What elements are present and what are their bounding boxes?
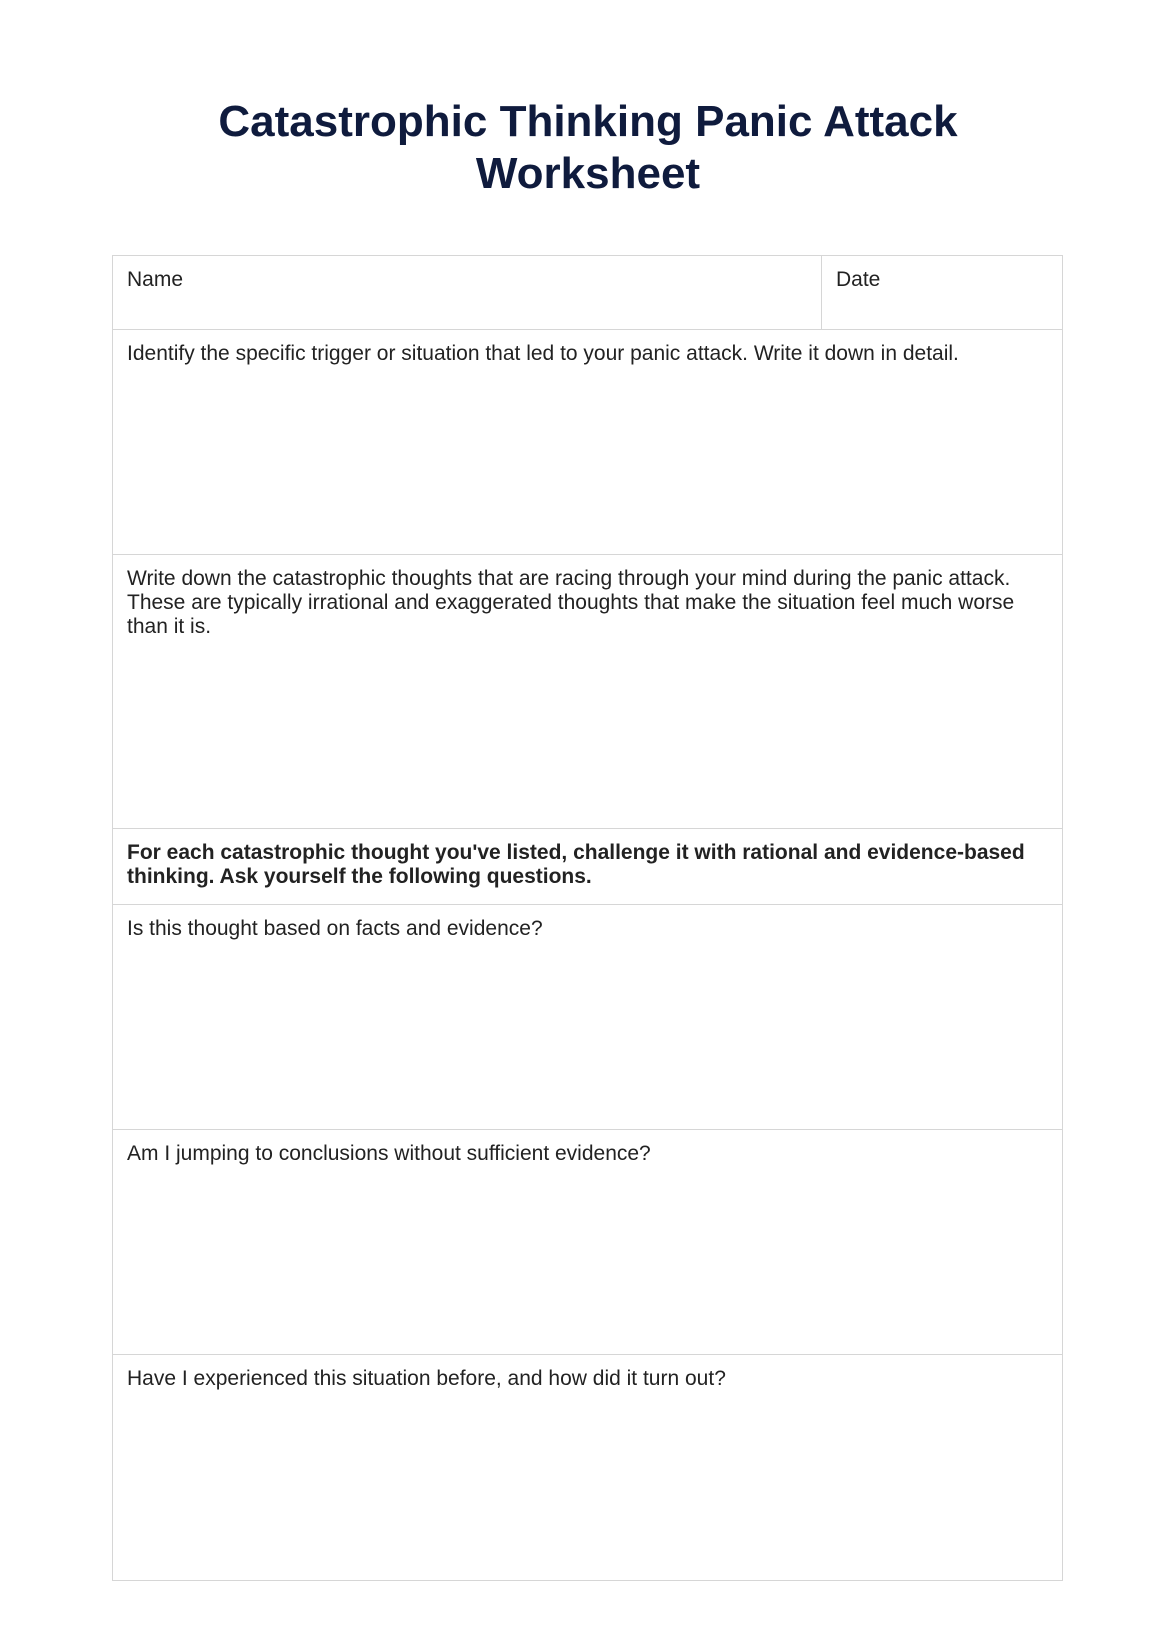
worksheet-table (112, 255, 1063, 1581)
date-field[interactable] (822, 256, 1062, 329)
name-label: Name (127, 268, 184, 291)
question-facts-prompt: Is this thought based on facts and evidence? (127, 917, 543, 940)
challenge-intro-text: For each catastrophic thought you've listed, challenge it with rational and evidence-based thinking. Ask yourself the following questions. (127, 841, 1025, 888)
question-experience-section[interactable] (113, 1355, 1062, 1580)
question-conclusions-section[interactable] (113, 1130, 1062, 1355)
date-label: Date (836, 268, 881, 291)
thoughts-section[interactable] (113, 555, 1062, 829)
question-conclusions-prompt: Am I jumping to conclusions without sufficient evidence? (127, 1142, 651, 1165)
question-facts-section[interactable] (113, 905, 1062, 1130)
title-line-1: Catastrophic Thinking Panic Attack (218, 97, 958, 146)
trigger-section[interactable] (113, 330, 1062, 555)
question-experience-prompt: Have I experienced this situation before, and how did it turn out? (127, 1367, 726, 1390)
challenge-intro-row (113, 829, 1062, 905)
trigger-prompt: Identify the specific trigger or situation that led to your panic attack. Write it down in detail. (127, 342, 959, 365)
name-field[interactable] (113, 256, 822, 329)
title-line-2: Worksheet (475, 149, 701, 198)
thoughts-prompt: Write down the catastrophic thoughts that are racing through your mind during the panic attack. These are typically irrational and exaggerated thoughts that make the situation feel much worse than it is. (127, 567, 1015, 638)
page-title (0, 96, 1176, 200)
name-date-row (113, 256, 1062, 330)
